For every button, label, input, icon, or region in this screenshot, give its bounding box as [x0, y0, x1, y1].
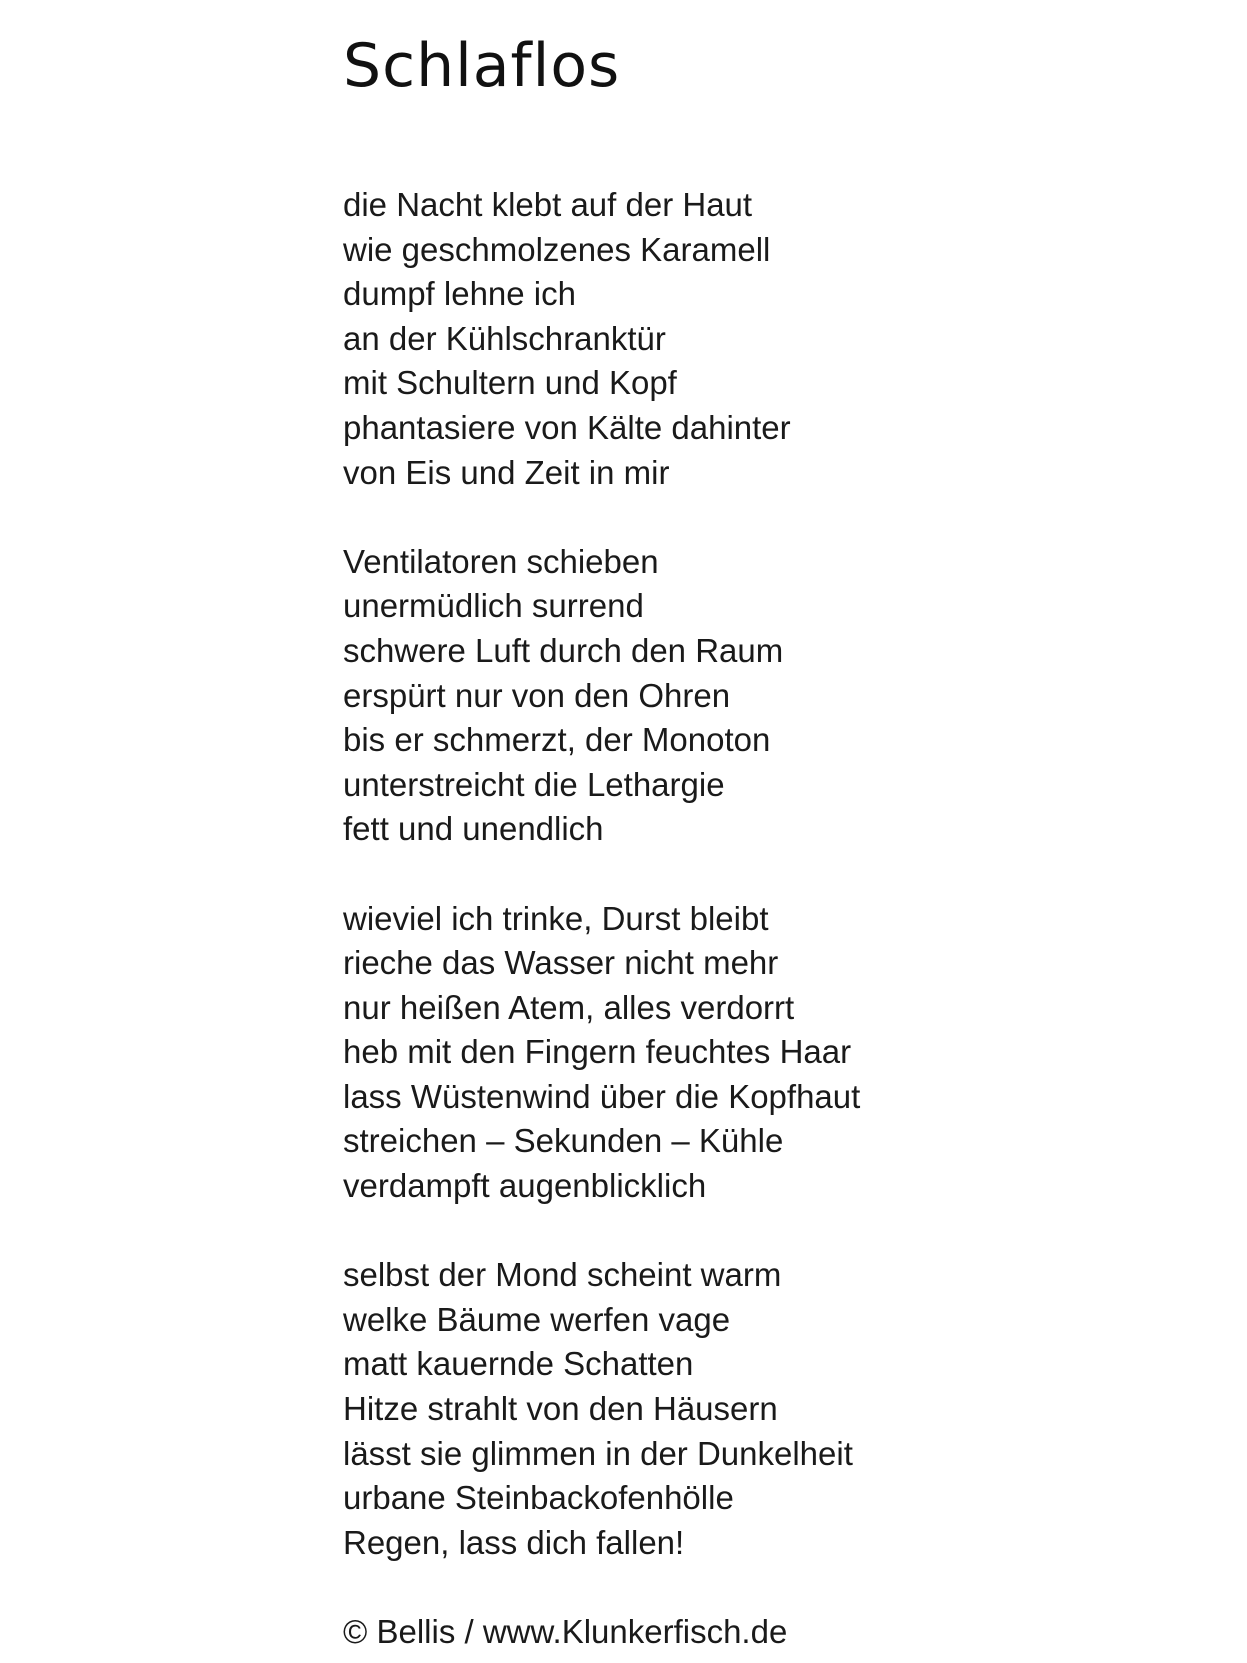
- poem-line: matt kauernde Schatten: [343, 1345, 694, 1383]
- poem-line: lässt sie glimmen in der Dunkelheit: [343, 1434, 853, 1472]
- poem-line: mit Schultern und Kopf: [343, 364, 677, 402]
- stanza-3: [343, 897, 860, 1209]
- poem-line: wie geschmolzenes Karamell: [343, 230, 771, 268]
- poem-line: unterstreicht die Lethargie: [343, 765, 725, 803]
- stanza-1: [343, 183, 860, 495]
- poem-body: [343, 183, 860, 1610]
- poem-line: von Eis und Zeit in mir: [343, 453, 670, 491]
- stanza-2: [343, 540, 860, 852]
- poem-line: rieche das Wasser nicht mehr: [343, 944, 779, 982]
- poem-line: phantasiere von Kälte dahinter: [343, 408, 791, 446]
- poem-line: unermüdlich surrend: [343, 587, 644, 625]
- poem-line: wieviel ich trinke, Durst bleibt: [343, 899, 769, 937]
- poem-line: heb mit den Fingern feuchtes Haar: [343, 1033, 852, 1071]
- poem-line: erspürt nur von den Ohren: [343, 676, 731, 714]
- poem-line: lass Wüstenwind über die Kopfhaut: [343, 1077, 861, 1115]
- poem-line: welke Bäume werfen vage: [343, 1300, 731, 1338]
- poem-line: die Nacht klebt auf der Haut: [343, 186, 753, 223]
- copyright-notice: © Bellis / www.Klunkerfisch.de: [343, 1613, 788, 1650]
- poem-title: Schlaflos: [343, 31, 621, 101]
- poem-line: streichen – Sekunden – Kühle: [343, 1122, 784, 1160]
- poem-line: nur heißen Atem, alles verdorrt: [343, 988, 795, 1026]
- poem-line: Regen, lass dich fallen!: [343, 1523, 685, 1561]
- poem-line: dumpf lehne ich: [343, 275, 576, 313]
- poem-line: Hitze strahlt von den Häusern: [343, 1390, 778, 1428]
- poem-line: selbst der Mond scheint warm: [343, 1256, 782, 1294]
- poem-line: Ventilatoren schieben: [343, 542, 659, 580]
- poem-line: schwere Luft durch den Raum: [343, 631, 784, 669]
- poem-line: verdampft augenblicklich: [343, 1167, 707, 1205]
- poem-line: bis er schmerzt, der Monoton: [343, 721, 771, 759]
- poem-line: fett und unendlich: [343, 810, 604, 848]
- stanza-4: [343, 1253, 860, 1565]
- poem-line: an der Kühlschranktür: [343, 319, 666, 357]
- poem-line: urbane Steinbackofenhölle: [343, 1479, 734, 1517]
